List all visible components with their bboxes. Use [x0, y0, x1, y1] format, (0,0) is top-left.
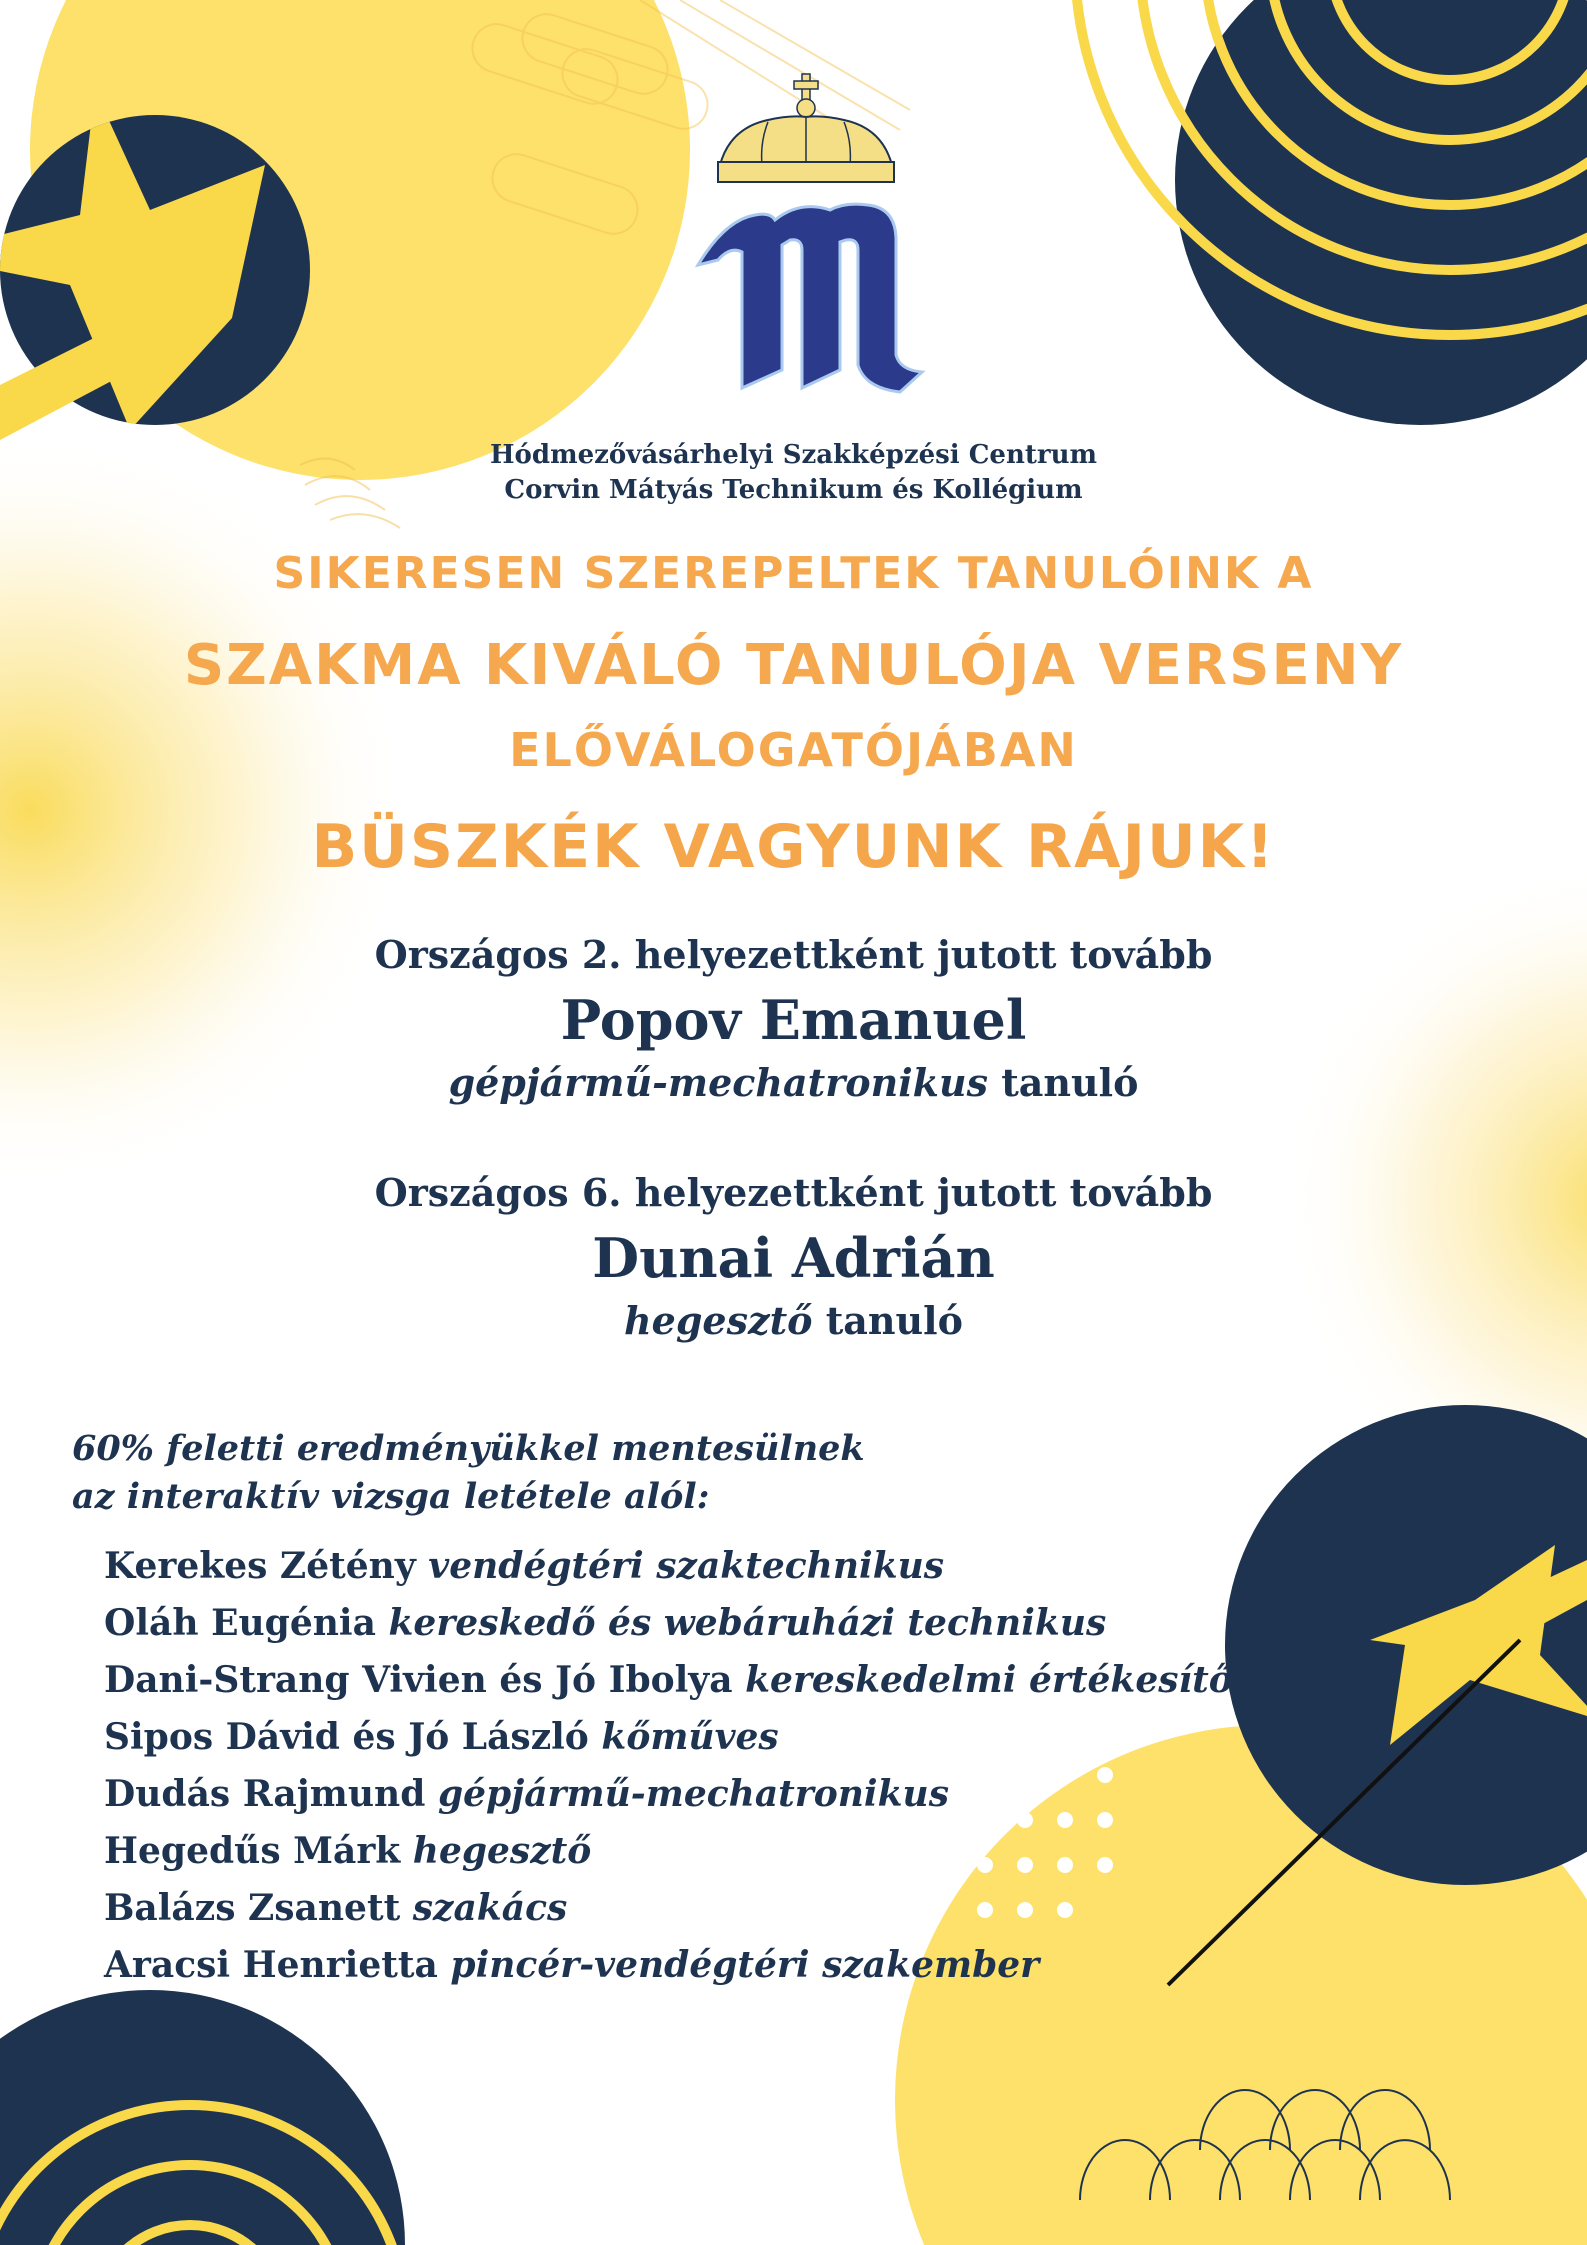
- winner-1-name: Popov Emanuel: [560, 988, 1027, 1052]
- student-name: Dani-Strang Vivien és Jó Ibolya: [104, 1659, 733, 1701]
- student-trade: pincér-vendégtéri szakember: [450, 1944, 1040, 1986]
- winner-1-placement: Országos 2. helyezettként jutott tovább: [374, 932, 1213, 977]
- crown-icon: [718, 74, 894, 182]
- headline-line-3: ELŐVÁLOGATÓJÁBAN: [509, 723, 1078, 777]
- organization-name: Hódmezővásárhelyi Szakképzési Centrum: [489, 440, 1097, 470]
- student-name: Aracsi Henrietta: [104, 1944, 438, 1986]
- exemption-line-2: az interaktív vizsga letétele alól:: [72, 1476, 710, 1517]
- student-trade: vendégtéri szaktechnikus: [428, 1545, 945, 1587]
- exemption-line-1: 60% feletti eredményükkel mentesülnek: [72, 1428, 865, 1469]
- headline-line-4: BÜSZKÉK VAGYUNK RÁJUK!: [311, 812, 1276, 882]
- logo-letter-m: [698, 204, 922, 392]
- list-item: [104, 1652, 1233, 1709]
- headline-line-1: SIKERESEN SZEREPELTEK TANULÓINK A: [273, 548, 1314, 599]
- bottom-left-navy-circle: [0, 1990, 405, 2245]
- student-name: Kerekes Zétény: [104, 1545, 416, 1587]
- winner-2-trade: hegesztő: [624, 1298, 813, 1343]
- list-item: [104, 1709, 1233, 1766]
- list-item: [104, 1538, 1233, 1595]
- student-trade: kereskedő és webáruházi technikus: [388, 1602, 1107, 1644]
- headline-line-2: SZAKMA KIVÁLÓ TANULÓJA VERSENY: [183, 633, 1404, 698]
- student-trade: kőműves: [601, 1716, 779, 1758]
- winner-2-placement: Országos 6. helyezettként jutott tovább: [374, 1170, 1213, 1215]
- list-item: [104, 1766, 1233, 1823]
- student-name: Balázs Zsanett: [104, 1887, 401, 1929]
- winner-1-trade: gépjármű-mechatronikus: [448, 1060, 988, 1105]
- school-logo: [690, 70, 930, 400]
- winner-1-trade-line: [0, 1060, 1587, 1105]
- student-list: [104, 1538, 1233, 1994]
- list-item: [104, 1823, 1233, 1880]
- student-trade: kereskedelmi értékesítő: [745, 1659, 1233, 1701]
- student-name: Dudás Rajmund: [104, 1773, 426, 1815]
- winner-2-suffix: tanuló: [825, 1298, 963, 1343]
- list-item: [104, 1595, 1233, 1652]
- list-item: [104, 1880, 1233, 1937]
- winner-2-trade-line: [0, 1298, 1587, 1343]
- school-name: Corvin Mátyás Technikum és Kollégium: [504, 475, 1083, 505]
- student-name: Sipos Dávid és Jó László: [104, 1716, 589, 1758]
- student-name: Hegedűs Márk: [104, 1830, 401, 1872]
- student-name: Oláh Eugénia: [104, 1602, 376, 1644]
- student-trade: szakács: [412, 1887, 568, 1929]
- list-item: [104, 1937, 1233, 1994]
- winner-2-name: Dunai Adrián: [592, 1226, 995, 1290]
- student-trade: gépjármű-mechatronikus: [437, 1773, 949, 1815]
- student-trade: hegesztő: [412, 1830, 592, 1872]
- winner-1-suffix: tanuló: [1001, 1060, 1139, 1105]
